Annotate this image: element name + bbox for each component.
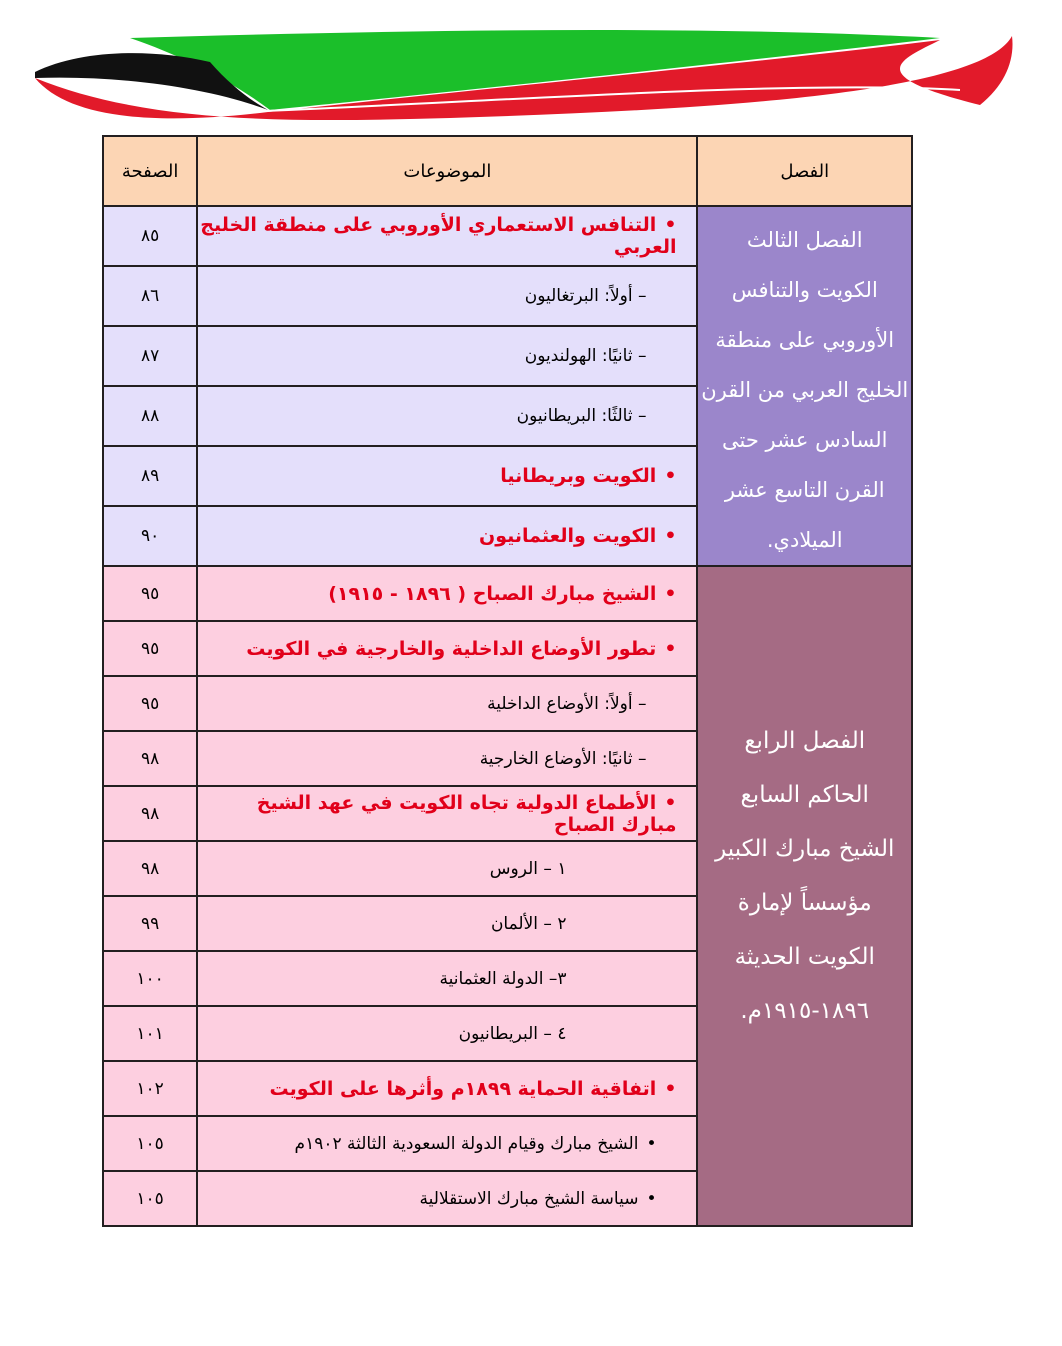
- page-number: ٨٩: [103, 446, 197, 506]
- topic-subitem: – أولاً: البرتغاليون: [524, 286, 647, 306]
- flag-ribbon-decoration: [0, 0, 1062, 130]
- topic-entry: [269, 1078, 676, 1100]
- topic-cell: [197, 731, 697, 786]
- page-number: ١٠٠: [103, 951, 197, 1006]
- bullet-icon: •: [664, 214, 677, 236]
- topic-subitem: ٢ – الألمان: [490, 913, 567, 934]
- topic-entry: [328, 583, 676, 605]
- topic-entry: [480, 749, 677, 769]
- page-number: ٩٥: [103, 676, 197, 731]
- chapter-title-line: الميلادي.: [766, 528, 843, 552]
- topic-entry: [525, 346, 677, 366]
- topic-entry: [491, 914, 677, 934]
- topic-entry: [490, 859, 677, 879]
- chapter-title-line: السادس عشر حتى: [722, 428, 888, 452]
- topic-subitem: – ثانيًا: الأوضاع الخارجية: [479, 748, 647, 769]
- bullet-icon: •: [664, 465, 677, 487]
- page-number: ٩٨: [103, 841, 197, 896]
- topic-heading: تطور الأوضاع الداخلية والخارجية في الكويت: [246, 637, 657, 660]
- page-number: ٩٨: [103, 731, 197, 786]
- page-number: ٨٨: [103, 386, 197, 446]
- topic-entry: [500, 465, 676, 487]
- table-of-contents: [102, 135, 913, 1227]
- bullet-icon: •: [646, 1188, 657, 1209]
- topic-subitem: الشيخ مبارك وقيام الدولة السعودية الثالثة ١٩٠٢م: [294, 1133, 639, 1154]
- topic-heading: الأطماع الدولية تجاه الكويت في عهد الشيخ مبارك الصباح: [256, 791, 677, 836]
- chapter-title-line: مؤسساً لإمارة: [737, 890, 872, 916]
- topic-subitem: سياسة الشيخ مبارك الاستقلالية: [419, 1188, 639, 1209]
- topic-cell: [197, 1171, 697, 1226]
- topic-cell: [197, 676, 697, 731]
- chapter-title-line: الأوروبي على منطقة: [715, 328, 895, 352]
- header-page: الصفحة: [103, 136, 197, 206]
- page-number: ٩٥: [103, 621, 197, 676]
- topic-cell: [197, 206, 697, 266]
- topic-cell: [197, 896, 697, 951]
- topic-cell: [197, 446, 697, 506]
- topic-entry: [295, 1134, 677, 1154]
- topic-subitem: ٤ – البريطانيون: [458, 1023, 567, 1044]
- bullet-icon: •: [646, 1133, 657, 1154]
- chapter-title-line: الشيخ مبارك الكبير: [715, 836, 895, 862]
- page-number: ٨٦: [103, 266, 197, 326]
- chapter-title-line: الكويت الحديثة: [734, 944, 875, 970]
- chapter-title-line: الحاكم السابع: [740, 782, 869, 808]
- header-row: [103, 136, 912, 206]
- table-row: [103, 206, 912, 266]
- topic-subitem: – ثانيًا: الهولنديون: [524, 346, 647, 366]
- topic-cell: [197, 326, 697, 386]
- topic-cell: [197, 566, 697, 621]
- header-topics: الموضوعات: [197, 136, 697, 206]
- chapter-cell: [697, 206, 912, 566]
- bullet-icon: •: [664, 791, 677, 814]
- topic-entry: [525, 286, 677, 306]
- page-number: ٩٠: [103, 506, 197, 566]
- topic-subitem: – أولاً: الأوضاع الداخلية: [487, 693, 647, 714]
- topic-cell: [197, 1006, 697, 1061]
- topic-entry: [487, 694, 676, 714]
- page-number: ٩٥: [103, 566, 197, 621]
- page-number: ١٠٢: [103, 1061, 197, 1116]
- page-number: ٩٩: [103, 896, 197, 951]
- topic-entry: [246, 638, 676, 660]
- topic-cell: [197, 506, 697, 566]
- topic-heading: اتفاقية الحماية ١٨٩٩م وأثرها على الكويت: [269, 1077, 657, 1100]
- topic-heading: الكويت والعثمانيون: [479, 525, 657, 547]
- table-row: [103, 566, 912, 621]
- bullet-icon: •: [664, 525, 677, 547]
- topic-cell: [197, 841, 697, 896]
- topic-cell: [197, 621, 697, 676]
- header-chapter: الفصل: [697, 136, 912, 206]
- topic-entry: [420, 1189, 677, 1209]
- page-number: ٨٥: [103, 206, 197, 266]
- chapter-title-line: الخليج العربي من القرن: [701, 378, 909, 402]
- topic-entry: [459, 1024, 677, 1044]
- chapter-title-line: الكويت والتنافس: [731, 278, 878, 302]
- topic-cell: [197, 1061, 697, 1116]
- chapter-title-line: ١٨٩٦-١٩١٥م.: [740, 998, 870, 1024]
- bullet-icon: •: [664, 637, 677, 660]
- chapter-title-line: الفصل الثالث: [746, 228, 863, 252]
- topic-entry: [479, 525, 676, 547]
- page-number: ١٠٥: [103, 1171, 197, 1226]
- bullet-icon: •: [664, 1077, 677, 1100]
- topic-heading: التنافس الاستعماري الأوروبي على منطقة الخليج العربي: [200, 214, 677, 258]
- topic-heading: الشيخ مبارك الصباح ( ١٨٩٦ - ١٩١٥): [328, 582, 657, 605]
- topic-entry: [517, 406, 677, 426]
- topic-subitem: ١ – الروس: [489, 858, 567, 879]
- page-number: ٨٧: [103, 326, 197, 386]
- topic-cell: [197, 266, 697, 326]
- bullet-icon: •: [664, 582, 677, 605]
- chapter-title-line: الفصل الرابع: [744, 728, 866, 754]
- topic-cell: [197, 1116, 697, 1171]
- topic-subitem: ٣– الدولة العثمانية: [439, 968, 567, 989]
- topic-entry: [257, 792, 677, 836]
- chapter-cell: [697, 566, 912, 1226]
- topic-heading: الكويت وبريطانيا: [500, 465, 657, 487]
- topic-entry: [200, 214, 676, 258]
- topic-subitem: – ثالثًا: البريطانيون: [516, 406, 647, 426]
- chapter-title-line: القرن التاسع عشر: [724, 478, 885, 502]
- topic-cell: [197, 786, 697, 841]
- topic-cell: [197, 951, 697, 1006]
- page-number: ١٠١: [103, 1006, 197, 1061]
- page-number: ٩٨: [103, 786, 197, 841]
- topic-entry: [439, 969, 676, 989]
- topic-cell: [197, 386, 697, 446]
- page-number: ١٠٥: [103, 1116, 197, 1171]
